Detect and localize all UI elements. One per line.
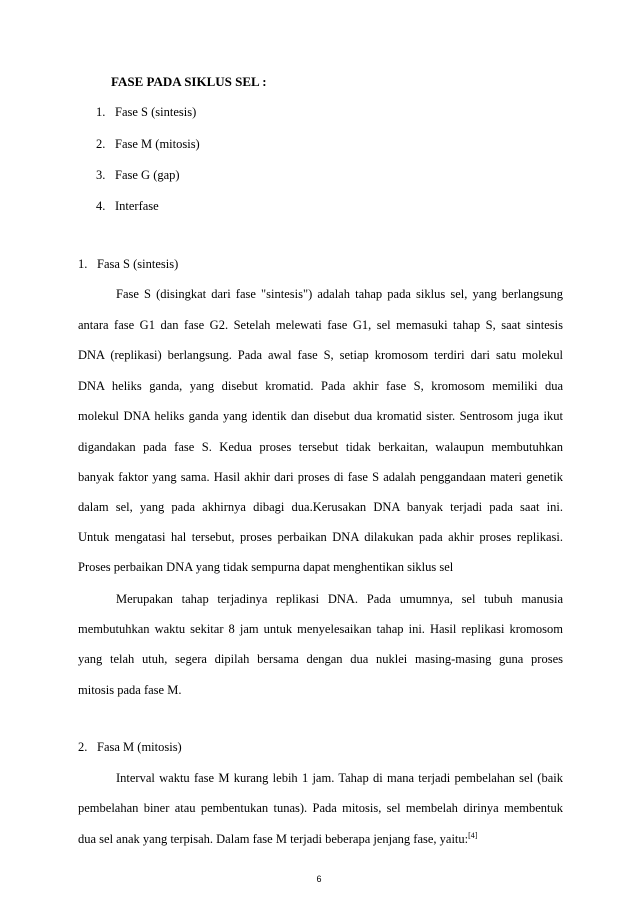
paragraph-text: dua sel anak yang terpisah. Dalam fase M terjadi beberapa jenjang fase, yaitu: xyxy=(78,832,469,846)
paragraph-line: molekul DNA heliks ganda yang identik dan disebut dua kromatid sister. Sentrosom juga ikut xyxy=(78,409,563,423)
paragraph-line: Merupakan tahap terjadinya replikasi DNA. Pada umumnya, sel tubuh manusia xyxy=(116,592,563,606)
paragraph-line: DNA heliks ganda, yang disebut kromatid. Pada akhir fase S, kromosom memiliki dua xyxy=(78,379,563,393)
list-number: 4. xyxy=(96,199,106,213)
heading-label: Fasa M (mitosis) xyxy=(97,740,182,754)
page-number: 6 xyxy=(316,874,322,884)
paragraph-line: Interval waktu fase M kurang lebih 1 jam. Tahap di mana terjadi pembelahan sel (baik xyxy=(116,771,563,785)
paragraph-line: mitosis pada fase M. xyxy=(78,683,182,697)
list-item xyxy=(96,137,200,152)
paragraph-line: digandakan pada fase S. Kedua proses tersebut tidak berkaitan, walaupun membutuhkan xyxy=(78,440,563,454)
paragraph-line: membutuhkan waktu sekitar 8 jam untuk menyelesaikan tahap ini. Hasil replikasi kromosom xyxy=(78,622,563,636)
paragraph-line: yang telah utuh, segera dipilah bersama dengan dua nuklei masing-masing guna proses xyxy=(78,652,563,666)
heading-number: 1. xyxy=(78,257,88,271)
list-number: 1. xyxy=(96,105,106,119)
list-item xyxy=(96,199,159,214)
paragraph-line: banyak faktor yang sama. Hasil akhir dari proses di fase S adalah penggandaan materi genetik xyxy=(78,470,563,484)
paragraph-line xyxy=(78,831,563,847)
heading-label: Fasa S (sintesis) xyxy=(97,257,179,271)
list-item xyxy=(96,105,196,120)
section-heading-m-phase xyxy=(78,740,182,755)
list-number: 2. xyxy=(96,137,106,151)
paragraph-line: DNA (replikasi) berlangsung. Pada awal fase S, setiap kromosom terdiri dari satu molekul xyxy=(78,348,563,362)
section-heading-s-phase xyxy=(78,257,178,272)
list-item xyxy=(96,168,180,183)
list-label: Fase M (mitosis) xyxy=(115,137,200,151)
list-label: Interfase xyxy=(115,199,159,213)
paragraph-line: Proses perbaikan DNA yang tidak sempurna dapat menghentikan siklus sel xyxy=(78,560,454,574)
list-label: Fase S (sintesis) xyxy=(115,105,197,119)
list-number: 3. xyxy=(96,168,106,182)
paragraph-line: antara fase G1 dan fase G2. Setelah melewati fase G1, sel memasuki tahap S, saat sintesis xyxy=(78,318,563,332)
paragraph-line: Untuk mengatasi hal tersebut, proses perbaikan DNA dilakukan pada akhir proses replikasi. xyxy=(78,530,563,544)
citation-link[interactable]: [4] xyxy=(468,831,478,840)
paragraph-line: pembelahan biner atau pembentukan tunas). Pada mitosis, sel membelah dirinya membentuk xyxy=(78,801,563,815)
paragraph-line: Fase S (disingkat dari fase "sintesis") adalah tahap pada siklus sel, yang berlangsung xyxy=(116,287,563,301)
list-label: Fase G (gap) xyxy=(115,168,180,182)
heading-number: 2. xyxy=(78,740,88,754)
paragraph-line: dalam sel, yang pada akhirnya dibagi dua.Kerusakan DNA banyak terjadi pada saat ini. xyxy=(78,500,563,514)
section-title: FASE PADA SIKLUS SEL : xyxy=(111,74,267,89)
